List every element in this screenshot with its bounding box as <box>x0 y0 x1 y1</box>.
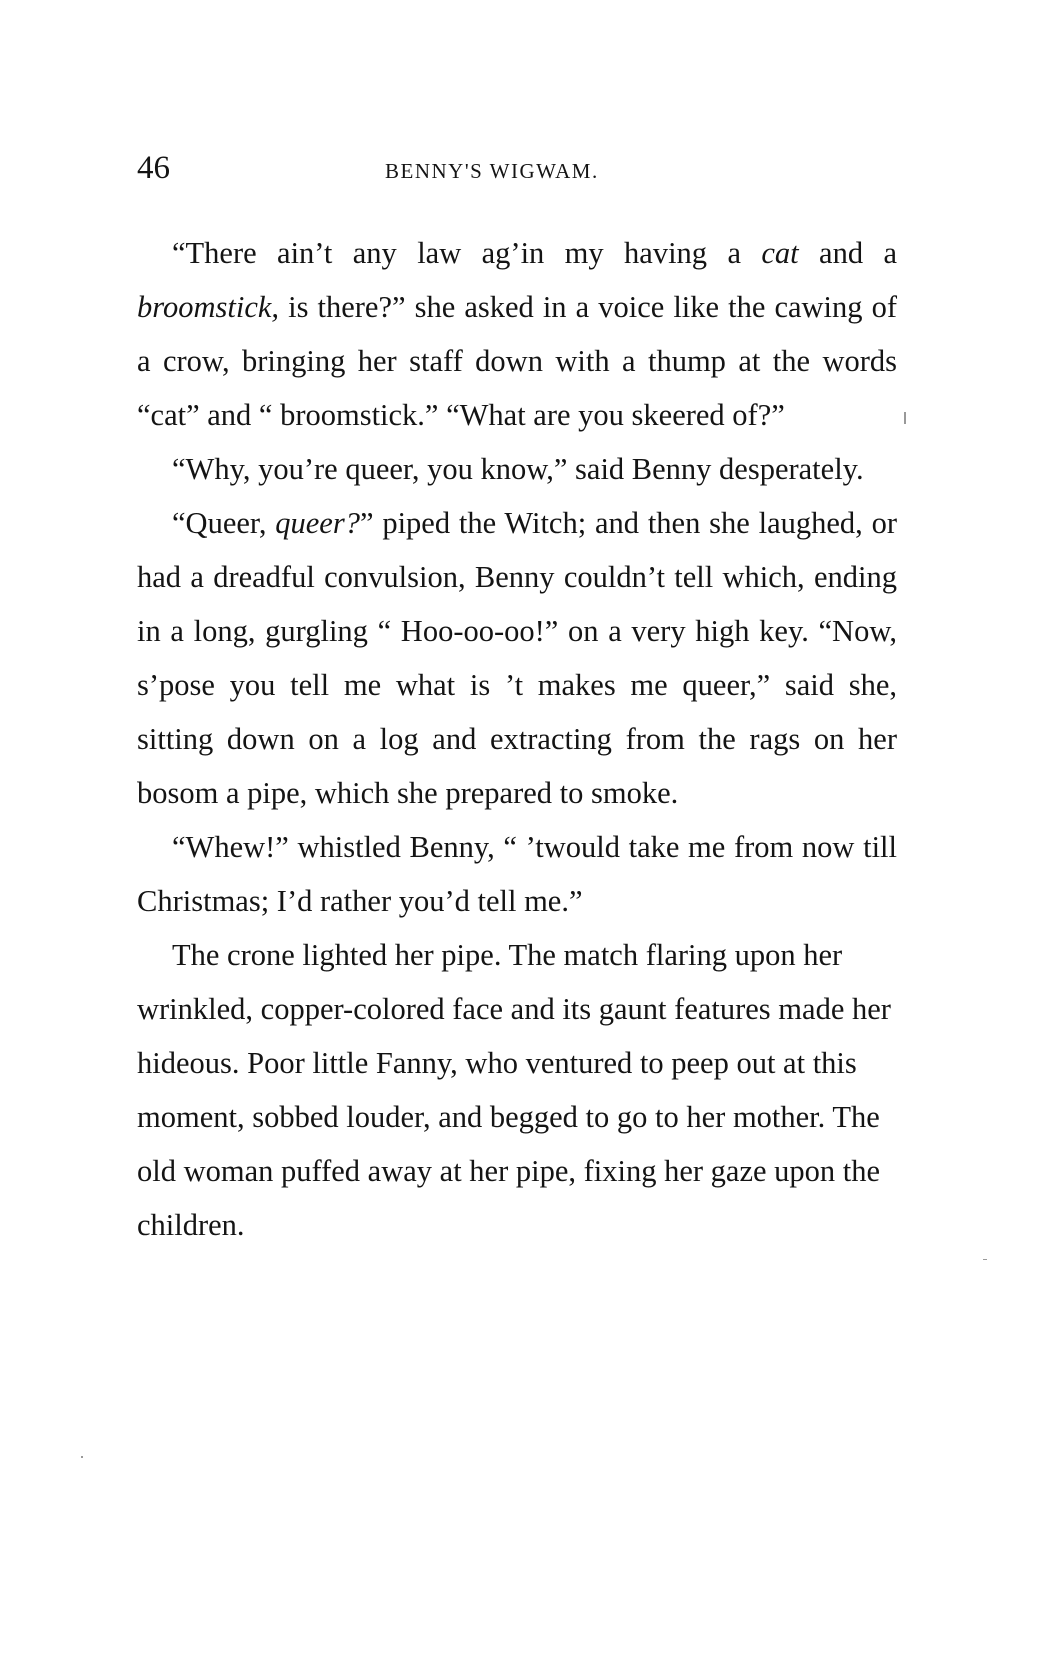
text-run: “Whew!” whistled Benny, “ ’twould take me from now till Christmas; I’d rather you’d tell me.” <box>137 830 897 918</box>
text-run: “Queer, <box>172 506 276 540</box>
page-number: 46 <box>137 150 170 186</box>
italic-text-run: queer? <box>275 506 360 540</box>
scan-speck <box>904 412 906 424</box>
page-header <box>137 148 897 198</box>
italic-text-run: cat <box>761 236 799 270</box>
scan-speck <box>983 1259 987 1260</box>
scan-speck <box>81 1456 83 1458</box>
paragraph <box>137 442 897 496</box>
text-run: ” piped the Witch; and then she laughed, or had a dreadful convulsion, Benny couldn’t tell which, ending in a long, gurgling “ Hoo-oo-oo!” on a very high key. “Now, s’pose you tell me what is ’t makes me queer,” said she, sitting down on a log and extracting from the rags on her bosom a pipe, which she prepared to smoke. <box>137 506 897 810</box>
italic-text-run: broomstick, <box>137 290 280 324</box>
paragraph <box>137 496 897 820</box>
paragraph <box>137 820 897 928</box>
paragraph <box>137 928 897 1252</box>
text-run: and a <box>798 236 897 270</box>
paragraph <box>137 226 897 442</box>
text-run: “There ain’t any law ag’in my having a <box>172 236 762 270</box>
text-run: “Why, you’re queer, you know,” said Benny desperately. <box>172 452 864 486</box>
running-title: BENNY'S WIGWAM. <box>385 159 599 183</box>
body-text <box>137 226 897 1252</box>
text-run: is there?” she asked in a voice like the cawing of a crow, bringing her staff down with a thump at the words “cat” and “ broomstick.” “What are you skeered of?” <box>137 290 897 432</box>
text-run: The crone lighted her pipe. The match flaring upon her wrinkled, copper-colored face and its gaunt features made her hideous. Poor little Fanny, who ventured to peep out at this moment, sobbed louder, and begged to go to her mother. The old woman puffed away at her pipe, fixing her gaze upon the children. <box>137 938 891 1242</box>
